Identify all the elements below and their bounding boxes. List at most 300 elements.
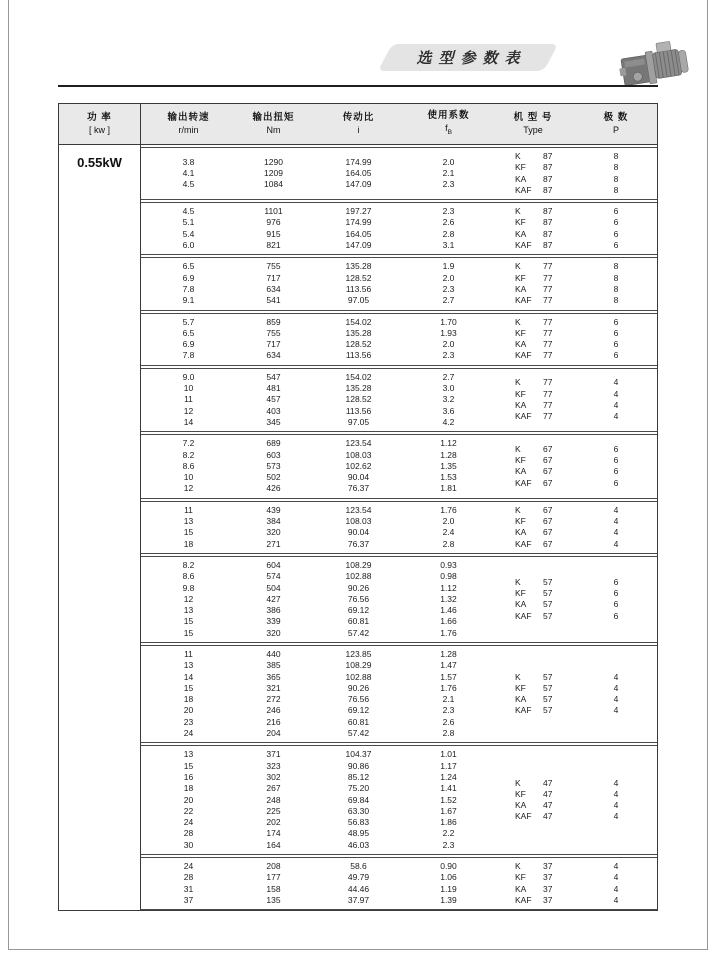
- poles-value-column: [575, 560, 657, 639]
- ratio-value: 69.12: [347, 705, 370, 716]
- service-factor-value: 2.1: [442, 694, 455, 705]
- type-size: 77: [543, 339, 553, 350]
- torque-value-column: [236, 861, 311, 906]
- type-value: [515, 217, 575, 228]
- service-factor-value: 1.93: [440, 327, 457, 338]
- poles-value: 4: [613, 504, 619, 515]
- type-value-column: [491, 438, 575, 494]
- type-value: [515, 611, 575, 622]
- service-factor-value-column: [406, 649, 491, 739]
- speed-value: 22: [183, 805, 194, 816]
- type-prefix: KA: [515, 883, 527, 894]
- ratio-value: 56.83: [347, 817, 370, 828]
- ratio-value: 123.54: [345, 438, 372, 449]
- torque-value: 385: [266, 660, 281, 671]
- service-factor-value: 3.2: [442, 394, 455, 405]
- ratio-value-column: [311, 649, 406, 739]
- type-size: 77: [543, 399, 553, 410]
- type-size: 77: [543, 350, 553, 361]
- ratio-value: 90.04: [347, 472, 370, 483]
- type-size: 87: [543, 228, 553, 239]
- header-rule: [58, 85, 658, 87]
- ratio-value: 48.95: [347, 828, 370, 839]
- type-value-column: [491, 505, 575, 550]
- poles-value: 6: [613, 477, 619, 488]
- type-prefix: K: [515, 206, 521, 217]
- torque-value: 1101: [264, 206, 283, 217]
- ratio-value: 60.81: [347, 616, 370, 627]
- type-size: 87: [543, 162, 553, 173]
- type-value: [515, 389, 575, 400]
- service-factor-value: 0.98: [440, 571, 457, 582]
- service-factor-value: 1.66: [440, 616, 457, 627]
- type-size: 77: [543, 316, 553, 327]
- speed-value: 15: [183, 527, 194, 538]
- ratio-value: 135.28: [345, 327, 372, 338]
- type-prefix: KAF: [515, 411, 532, 422]
- service-factor-value-column: [406, 560, 491, 639]
- service-factor-value: 1.52: [440, 794, 457, 805]
- type-prefix: KF: [515, 788, 526, 799]
- torque-value: 976: [266, 217, 281, 228]
- torque-value: 135: [266, 894, 281, 905]
- torque-value-column: [236, 649, 311, 739]
- type-prefix: KA: [515, 399, 527, 410]
- torque-value-column: [236, 505, 311, 550]
- service-factor-value: 1.32: [440, 593, 457, 604]
- speed-value: 6.9: [182, 272, 195, 283]
- poles-value: 4: [613, 411, 619, 422]
- speed-value-column: [141, 749, 236, 851]
- poles-value: 8: [613, 283, 619, 294]
- type-value: [515, 377, 575, 388]
- service-factor-value: 1.76: [440, 682, 457, 693]
- poles-value-column: [575, 317, 657, 362]
- torque-value: 427: [266, 593, 281, 604]
- service-factor-value-column: [406, 317, 491, 362]
- ratio-value-column: [311, 438, 406, 494]
- speed-value: 12: [183, 483, 194, 494]
- torque-value: 439: [266, 504, 281, 515]
- torque-value-column: [236, 560, 311, 639]
- type-prefix: KAF: [515, 705, 532, 716]
- type-value: [515, 705, 575, 716]
- speed-value: 3.8: [182, 156, 195, 167]
- type-value: [515, 284, 575, 295]
- ratio-value-column: [311, 505, 406, 550]
- poles-value: 4: [613, 527, 619, 538]
- ratio-value: 69.84: [347, 794, 370, 805]
- type-size: 37: [543, 872, 553, 883]
- type-prefix: KF: [515, 516, 526, 527]
- type-value-column: [491, 261, 575, 306]
- type-prefix: K: [515, 671, 521, 682]
- ratio-value: 154.02: [345, 371, 372, 382]
- poles-value: 6: [613, 228, 619, 239]
- type-value: [515, 599, 575, 610]
- power-label: 0.55kW: [77, 155, 122, 170]
- type-size: 67: [543, 516, 553, 527]
- poles-value: 4: [613, 399, 619, 410]
- ratio-value: 76.56: [347, 593, 370, 604]
- ratio-value: 69.12: [347, 605, 370, 616]
- type-prefix: K: [515, 504, 521, 515]
- torque-value: 202: [266, 817, 281, 828]
- poles-value: 4: [613, 811, 619, 822]
- torque-value-column: [236, 438, 311, 494]
- type-prefix: K: [515, 316, 521, 327]
- header-output-speed: 输出转速 r/min: [167, 112, 210, 135]
- service-factor-value: 1.53: [440, 472, 457, 483]
- ratio-value-column: [311, 206, 406, 251]
- torque-value: 320: [266, 527, 281, 538]
- service-factor-value-column: [406, 861, 491, 906]
- poles-value: 8: [613, 272, 619, 283]
- service-factor-value: 2.2: [442, 828, 455, 839]
- type-prefix: KA: [515, 339, 527, 350]
- speed-value: 18: [183, 538, 194, 549]
- speed-value: 11: [184, 394, 193, 405]
- type-value: [515, 444, 575, 455]
- poles-value: 4: [613, 682, 619, 693]
- speed-value: 24: [183, 728, 194, 739]
- service-factor-value: 1.86: [440, 817, 457, 828]
- poles-value: 6: [613, 443, 619, 454]
- type-size: 77: [543, 283, 553, 294]
- type-size: 87: [543, 217, 553, 228]
- ratio-value: 147.09: [345, 179, 372, 190]
- torque-value: 859: [266, 316, 281, 327]
- type-prefix: K: [515, 151, 521, 161]
- speed-value: 4.1: [182, 167, 195, 178]
- service-factor-value: 2.3: [442, 179, 455, 190]
- poles-value-column: [575, 861, 657, 906]
- service-factor-value: 2.1: [442, 167, 455, 178]
- service-factor-value: 1.81: [440, 483, 457, 494]
- poles-value-column: [575, 649, 657, 739]
- type-size: 67: [543, 443, 553, 454]
- service-factor-value: 0.90: [440, 861, 457, 872]
- torque-value: 225: [266, 805, 281, 816]
- type-value: [515, 317, 575, 328]
- service-factor-value: 2.0: [442, 272, 455, 283]
- type-value-column: [491, 372, 575, 428]
- type-size: 47: [543, 800, 553, 811]
- poles-value: 4: [613, 705, 619, 716]
- param-group: [141, 434, 657, 498]
- type-prefix: K: [515, 777, 521, 788]
- speed-value: 23: [183, 716, 194, 727]
- torque-value-column: [236, 372, 311, 428]
- type-value: [515, 328, 575, 339]
- speed-value: 5.1: [182, 217, 195, 228]
- poles-value: 6: [613, 217, 619, 228]
- type-prefix: KA: [515, 228, 527, 239]
- ratio-value: 76.37: [347, 538, 370, 549]
- param-group: [141, 202, 657, 255]
- poles-value: 6: [613, 599, 619, 610]
- poles-value: 6: [613, 339, 619, 350]
- type-prefix: KF: [515, 217, 526, 228]
- type-size: 57: [543, 705, 553, 716]
- ratio-value: 128.52: [345, 394, 372, 405]
- poles-value: 4: [613, 538, 619, 549]
- speed-value: 12: [183, 405, 194, 416]
- type-value: [515, 683, 575, 694]
- param-group: [141, 745, 657, 855]
- speed-value: 9.8: [182, 582, 195, 593]
- speed-value: 6.0: [182, 240, 195, 251]
- ratio-value: 97.05: [347, 295, 370, 306]
- torque-value: 177: [266, 872, 281, 883]
- type-value-column: [491, 317, 575, 362]
- service-factor-value: 1.35: [440, 460, 457, 471]
- type-prefix: KA: [515, 800, 527, 811]
- ratio-value: 44.46: [347, 883, 370, 894]
- type-size: 87: [543, 240, 553, 251]
- speed-value-column: [141, 560, 236, 639]
- torque-value-column: [236, 317, 311, 362]
- speed-value-column: [141, 372, 236, 428]
- speed-value: 9.0: [182, 371, 195, 382]
- torque-value: 386: [266, 605, 281, 616]
- type-value: [515, 895, 575, 906]
- service-factor-value-column: [406, 261, 491, 306]
- type-size: 77: [543, 388, 553, 399]
- speed-value: 13: [183, 660, 194, 671]
- type-value: [515, 151, 575, 162]
- ratio-value: 197.27: [345, 206, 372, 217]
- poles-value: 6: [613, 466, 619, 477]
- type-value: [515, 273, 575, 284]
- type-size: 67: [543, 538, 553, 549]
- torque-value: 174: [266, 828, 281, 839]
- torque-value: 1290: [264, 156, 283, 167]
- torque-value: 216: [266, 716, 281, 727]
- type-value: [515, 789, 575, 800]
- ratio-value: 85.12: [347, 771, 370, 782]
- speed-value-column: [141, 317, 236, 362]
- torque-value: 426: [266, 483, 281, 494]
- poles-value-column: [575, 206, 657, 251]
- type-prefix: KAF: [515, 894, 532, 905]
- type-value: [515, 527, 575, 538]
- ratio-value: 49.79: [347, 872, 370, 883]
- speed-value: 5.7: [182, 316, 195, 327]
- service-factor-value: 1.46: [440, 605, 457, 616]
- service-factor-value-column: [406, 206, 491, 251]
- ratio-value: 104.37: [345, 749, 372, 760]
- type-value-column: [491, 861, 575, 906]
- param-group: [141, 313, 657, 366]
- type-value: [515, 672, 575, 683]
- ratio-value-column: [311, 560, 406, 639]
- type-value: [515, 339, 575, 350]
- poles-value: 4: [613, 883, 619, 894]
- torque-value: 1084: [264, 179, 283, 190]
- table-body: [59, 145, 657, 910]
- type-value: [515, 539, 575, 550]
- type-value: [515, 206, 575, 217]
- torque-value-column: [236, 151, 311, 196]
- type-prefix: K: [515, 261, 521, 272]
- speed-value: 28: [183, 828, 194, 839]
- type-value: [515, 694, 575, 705]
- ratio-value: 113.56: [345, 405, 372, 416]
- service-factor-value-column: [406, 151, 491, 196]
- service-factor-value: 1.67: [440, 805, 457, 816]
- type-value: [515, 174, 575, 185]
- param-group: [141, 501, 657, 554]
- service-factor-value: 2.3: [442, 350, 455, 361]
- service-factor-value: 1.12: [440, 438, 457, 449]
- service-factor-value: 2.4: [442, 527, 455, 538]
- speed-value: 4.5: [182, 206, 195, 217]
- ratio-value: 102.62: [345, 460, 372, 471]
- service-factor-value: 2.3: [442, 206, 455, 217]
- type-prefix: KAF: [515, 184, 532, 195]
- torque-value: 204: [266, 728, 281, 739]
- torque-value: 365: [266, 671, 281, 682]
- torque-value: 272: [266, 694, 281, 705]
- header-power: 功 率 [ kw ]: [59, 104, 141, 144]
- torque-value: 755: [266, 327, 281, 338]
- ratio-value: 108.03: [345, 516, 372, 527]
- header-service-factor: 使用系数 $f_B$: [427, 110, 470, 136]
- speed-value: 10: [183, 472, 194, 483]
- type-value: [515, 516, 575, 527]
- ratio-value-column: [311, 261, 406, 306]
- poles-value: 6: [613, 206, 619, 217]
- service-factor-value: 2.0: [442, 516, 455, 527]
- torque-value: 1209: [264, 167, 283, 178]
- torque-value: 573: [266, 460, 281, 471]
- service-factor-value: 1.19: [440, 883, 457, 894]
- table-body-groups: [141, 145, 657, 910]
- torque-value: 689: [266, 438, 281, 449]
- service-factor-value: 1.9: [442, 261, 455, 272]
- speed-value: 8.2: [182, 559, 195, 570]
- speed-value: 6.9: [182, 339, 195, 350]
- type-value: [515, 455, 575, 466]
- speed-value: 15: [183, 760, 194, 771]
- type-value: [515, 811, 575, 822]
- torque-value: 321: [266, 682, 281, 693]
- poles-value: 4: [613, 388, 619, 399]
- ratio-value: 46.03: [347, 839, 370, 850]
- poles-value: 6: [613, 316, 619, 327]
- speed-value: 13: [183, 516, 194, 527]
- poles-value: 6: [613, 240, 619, 251]
- speed-value: 14: [183, 671, 194, 682]
- speed-value: 4.5: [182, 179, 195, 190]
- type-value: [515, 588, 575, 599]
- poles-value: 4: [613, 777, 619, 788]
- torque-value: 271: [266, 538, 281, 549]
- poles-value-column: [575, 749, 657, 851]
- torque-value: 634: [266, 283, 281, 294]
- service-factor-value: 2.3: [442, 839, 455, 850]
- type-prefix: KF: [515, 388, 526, 399]
- ratio-value: 113.56: [345, 283, 372, 294]
- speed-value: 13: [183, 605, 194, 616]
- ratio-value: 58.6: [350, 861, 367, 872]
- type-prefix: K: [515, 443, 521, 454]
- speed-value: 16: [183, 771, 194, 782]
- type-value: [515, 505, 575, 516]
- ratio-value: 108.29: [345, 559, 372, 570]
- poles-value: 4: [613, 861, 619, 872]
- poles-value: 8: [613, 151, 619, 161]
- type-value: [515, 295, 575, 306]
- service-factor-value: 2.6: [442, 217, 455, 228]
- torque-value-column: [236, 749, 311, 851]
- type-value: [515, 478, 575, 489]
- torque-value: 603: [266, 449, 281, 460]
- torque-value: 246: [266, 705, 281, 716]
- type-size: 57: [543, 694, 553, 705]
- ratio-value: 37.97: [347, 894, 370, 905]
- torque-value: 457: [266, 394, 281, 405]
- ratio-value: 128.52: [345, 339, 372, 350]
- ratio-value: 102.88: [345, 671, 372, 682]
- ratio-value: 108.03: [345, 449, 372, 460]
- type-prefix: KF: [515, 327, 526, 338]
- torque-value: 248: [266, 794, 281, 805]
- poles-value: 6: [613, 610, 619, 621]
- type-value-column: [491, 560, 575, 639]
- speed-value: 30: [183, 839, 194, 850]
- ratio-value: 174.99: [345, 217, 372, 228]
- torque-value: 403: [266, 405, 281, 416]
- speed-value: 11: [184, 648, 193, 659]
- speed-value: 20: [183, 705, 194, 716]
- service-factor-value: 1.28: [440, 449, 457, 460]
- torque-value: 604: [266, 559, 281, 570]
- poles-value-column: [575, 505, 657, 550]
- type-size: 87: [543, 206, 553, 217]
- ratio-value: 147.09: [345, 240, 372, 251]
- torque-value: 502: [266, 472, 281, 483]
- type-value: [515, 411, 575, 422]
- type-prefix: K: [515, 861, 521, 872]
- type-size: 77: [543, 327, 553, 338]
- poles-value: 4: [613, 872, 619, 883]
- torque-value: 267: [266, 783, 281, 794]
- type-value: [515, 466, 575, 477]
- ratio-value-column: [311, 749, 406, 851]
- service-factor-value: 2.0: [442, 339, 455, 350]
- ratio-value: 154.02: [345, 316, 372, 327]
- type-prefix: K: [515, 576, 521, 587]
- poles-value: 4: [613, 671, 619, 682]
- service-factor-value: 2.7: [442, 371, 455, 382]
- service-factor-value-column: [406, 505, 491, 550]
- ratio-value: 108.29: [345, 660, 372, 671]
- speed-value-column: [141, 505, 236, 550]
- torque-value: 164: [266, 839, 281, 850]
- type-size: 67: [543, 455, 553, 466]
- gearmotor-image: [616, 36, 692, 90]
- poles-value: 8: [613, 162, 619, 173]
- ratio-value-column: [311, 317, 406, 362]
- speed-value: 6.5: [182, 327, 195, 338]
- ratio-value: 102.88: [345, 571, 372, 582]
- service-factor-value: 1.76: [440, 627, 457, 638]
- torque-value: 302: [266, 771, 281, 782]
- speed-value: 37: [183, 894, 194, 905]
- type-prefix: KAF: [515, 477, 532, 488]
